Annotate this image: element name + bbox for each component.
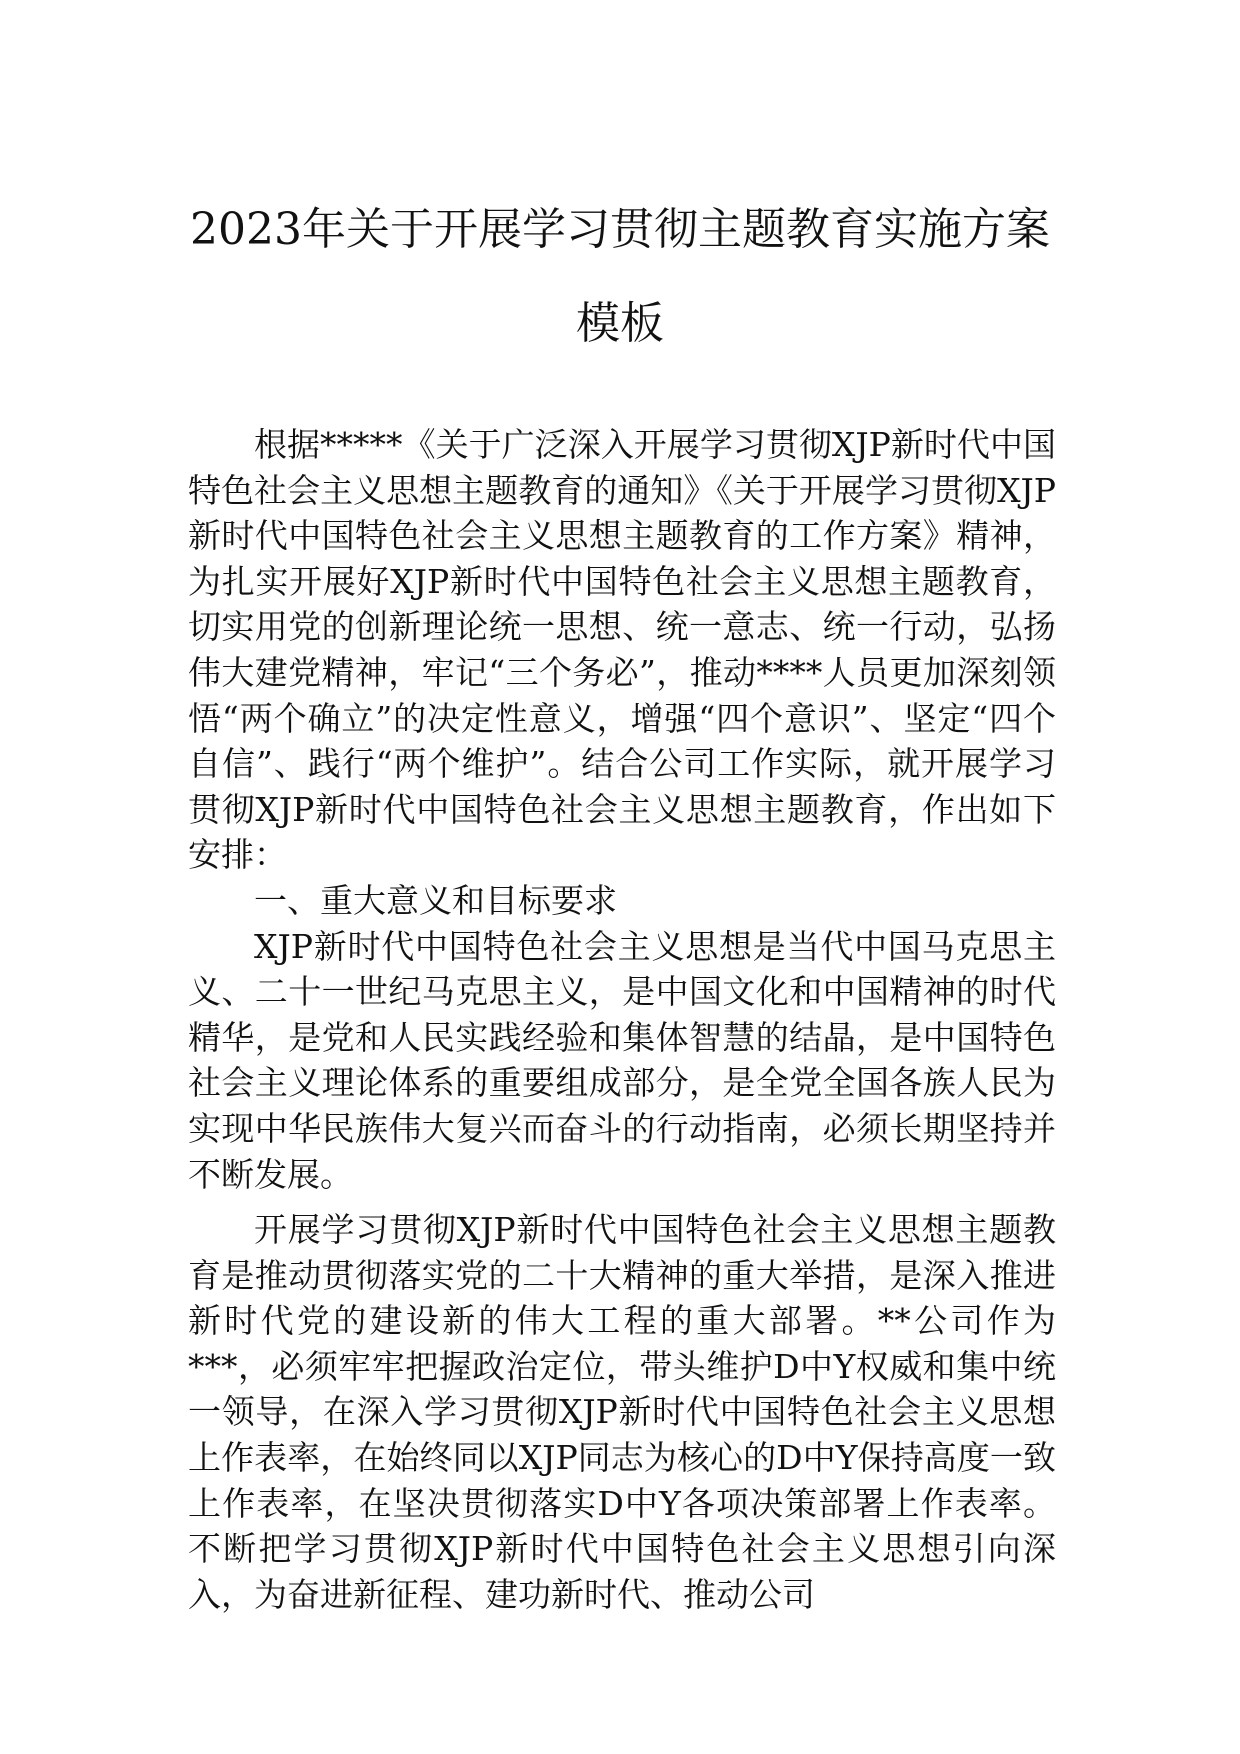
paragraph-intro: 根据*****《关于广泛深入开展学习贯彻XJP新时代中国特色社会主义思想主题教育的通知》《关于开展学习贯彻XJP新时代中国特色社会主义思想主题教育的工作方案》精神，为扎实开展好XJP新时代中国特色社会主义思想主题教育，切实用党的创新理论统一思想、统一意志、统一行动，弘扬伟大建党精神，牢记“三个务必”，推动****人员更加深刻领悟“两个确立”的决定性意义，增强“四个意识”、坚定“四个自信”、践行“两个维护”。结合公司工作实际，就开展学习贯彻XJP新时代中国特色社会主义思想主题教育，作出如下安排： bbox=[188, 425, 1056, 875]
document-title: 2023年关于开展学习贯彻主题教育实施方案模板 bbox=[190, 204, 1050, 349]
paragraph-significance: XJP新时代中国特色社会主义思想是当代中国马克思主义、二十一世纪马克思主义，是中国文化和中国精神的时代精华，是党和人民实践经验和集体智慧的结晶，是中国特色社会主义理论体系的重要组成部分，是全党全国各族人民为实现中华民族伟大复兴而奋斗的行动指南，必须长期坚持并不断发展。 bbox=[188, 926, 1056, 1194]
document-body bbox=[188, 422, 1056, 1617]
section-heading-1: 一、重大意义和目标要求 bbox=[254, 880, 617, 920]
paragraph-measures: 开展学习贯彻XJP新时代中国特色社会主义思想主题教育是推动贯彻落实党的二十大精神的重大举措，是深入推进新时代党的建设新的伟大工程的重大部署。**公司作为***，必须牢牢把握政治定位，带头维护D中Y权威和集中统一领导，在深入学习贯彻XJP新时代中国特色社会主义思想上作表率，在始终同以XJP同志为核心的D中Y保持高度一致上作表率，在坚决贯彻落实D中Y各项决策部署上作表率。不断把学习贯彻XJP新时代中国特色社会主义思想引向深入，为奋进新征程、建功新时代、推动公司 bbox=[188, 1210, 1056, 1614]
